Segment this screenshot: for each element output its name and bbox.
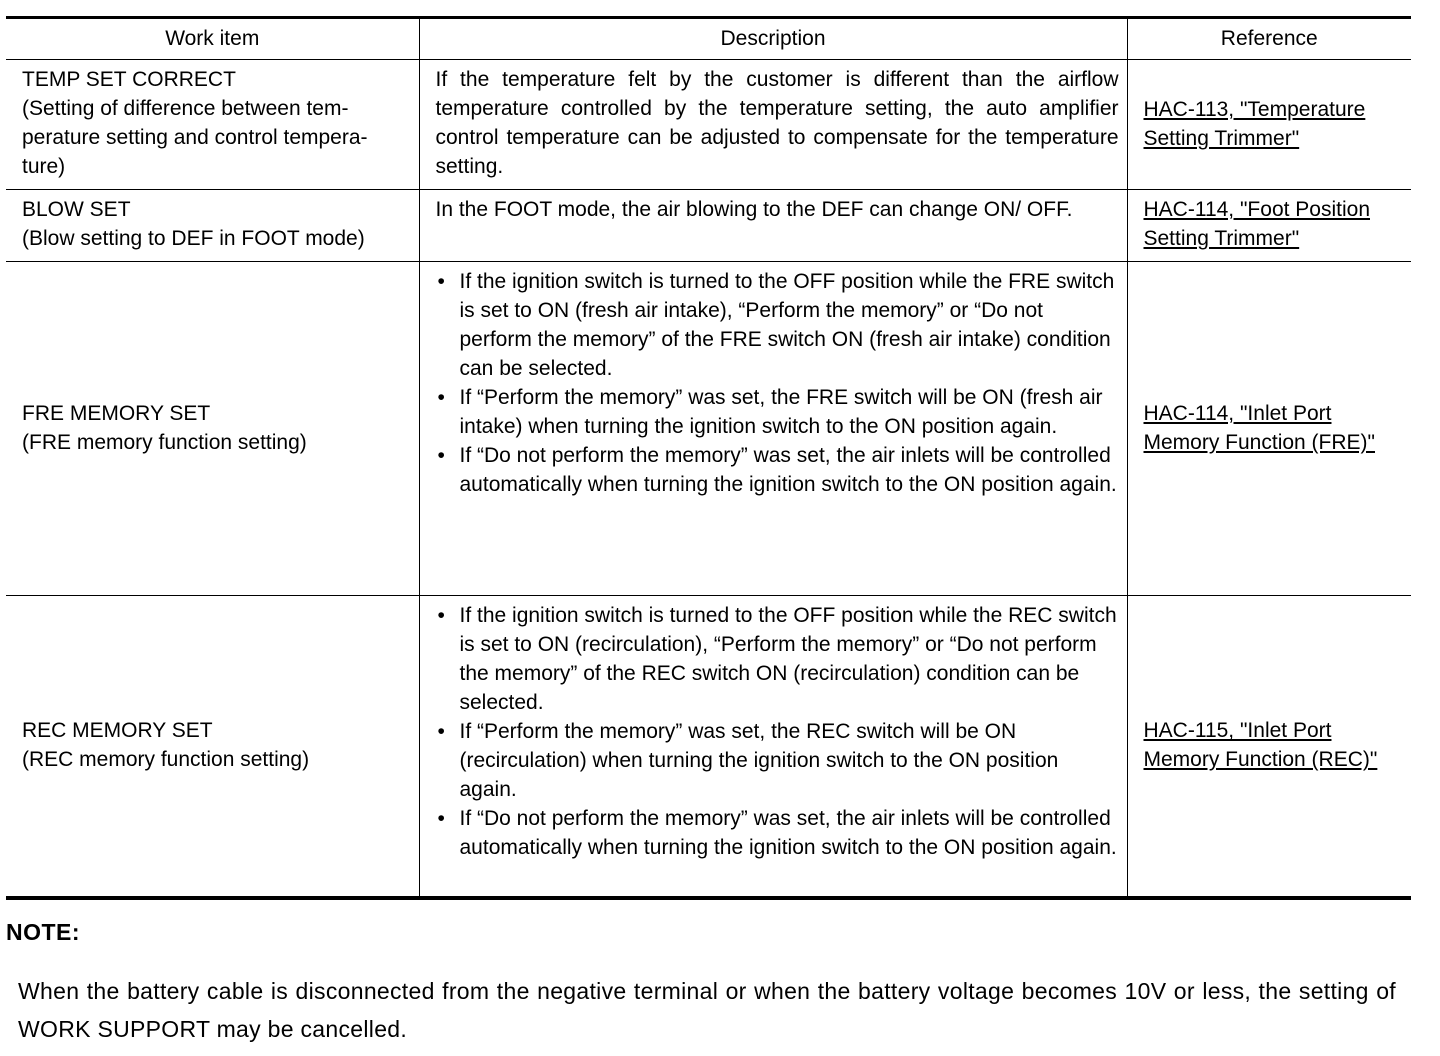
description-bullet: • If “Perform the memory” was set, the FRE switch will be ON (fresh air intake) when turning the ignition switch to the ON position again. bbox=[436, 383, 1119, 441]
description-cell bbox=[419, 60, 1127, 190]
description-bullet: • If the ignition switch is turned to the OFF position while the REC switch is set to ON (recirculation), “Perform the memory” or “Do not perform the memory” of the REC switch ON (recirculation) condition can be selected. bbox=[436, 601, 1119, 717]
description-cell bbox=[419, 596, 1127, 898]
work-support-table bbox=[6, 16, 1411, 900]
work-item-title: BLOW SET bbox=[22, 198, 131, 221]
note-body: When the battery cable is disconnected from the negative terminal or when the battery voltage becomes 10V or less, the setting of WORK SUPPORT may be cancelled. bbox=[18, 978, 1396, 1042]
header-description: Description bbox=[419, 18, 1127, 60]
reference-link[interactable]: HAC-114, "Inlet Port Memory Function (FRE)" bbox=[1143, 402, 1375, 454]
description-cell bbox=[419, 262, 1127, 596]
work-item-detail: (REC memory function setting) bbox=[22, 748, 310, 772]
description-text: If the temperature felt by the customer is different than the airflow temperature controlled by the temperature setting, the auto amplifier control temperature can be adjusted to compensate for the temperature setting. bbox=[435, 68, 1119, 178]
table-row bbox=[6, 60, 1411, 190]
work-item-detail: (Blow setting to DEF in FOOT mode) bbox=[22, 227, 365, 250]
table-row bbox=[6, 262, 1411, 596]
header-reference: Reference bbox=[1127, 18, 1411, 60]
work-item-detail: (Setting of difference between tem- bbox=[22, 97, 349, 120]
table-header-row bbox=[6, 18, 1411, 60]
work-item-title: REC MEMORY SET bbox=[22, 719, 213, 743]
table-row bbox=[6, 190, 1411, 262]
description-bullet: • If “Do not perform the memory” was set, the air inlets will be controlled automatically when turning the ignition switch to the ON position again. bbox=[436, 804, 1119, 862]
work-support-table-wrapper bbox=[6, 16, 1411, 900]
reference-cell bbox=[1127, 262, 1411, 596]
description-bullet: • If “Do not perform the memory” was set, the air inlets will be controlled automatically when turning the ignition switch to the ON position again. bbox=[436, 441, 1119, 499]
header-work-item: Work item bbox=[6, 18, 419, 60]
reference-link[interactable]: HAC-115, "Inlet Port Memory Function (REC)" bbox=[1143, 719, 1378, 772]
reference-link[interactable]: HAC-113, "Temperature Setting Trimmer" bbox=[1143, 98, 1366, 150]
work-item-cell bbox=[6, 262, 419, 596]
reference-cell bbox=[1127, 190, 1411, 262]
work-item-detail: perature setting and control tempera- bbox=[22, 126, 368, 149]
work-item-cell bbox=[6, 60, 419, 190]
description-bullet-list bbox=[436, 601, 1119, 862]
work-item-detail: (FRE memory function setting) bbox=[22, 431, 307, 454]
reference-cell bbox=[1127, 596, 1411, 898]
note-title: NOTE: bbox=[6, 919, 81, 945]
work-item-cell bbox=[6, 596, 419, 898]
work-item-title: TEMP SET CORRECT bbox=[22, 68, 236, 91]
description-cell bbox=[419, 190, 1127, 262]
work-item-detail: ture) bbox=[22, 155, 66, 178]
reference-link[interactable]: HAC-114, "Foot Position Setting Trimmer" bbox=[1143, 198, 1370, 250]
work-item-title: FRE MEMORY SET bbox=[22, 402, 211, 425]
description-bullet-list bbox=[436, 267, 1119, 499]
description-bullet: • If the ignition switch is turned to the OFF position while the FRE switch is set to ON (fresh air intake), “Perform the memory” or “Do not perform the memory” of the FRE switch ON (fresh air intake) condition can be selected. bbox=[436, 267, 1119, 383]
work-item-cell bbox=[6, 190, 419, 262]
table-row bbox=[6, 596, 1411, 898]
description-bullet: • If “Perform the memory” was set, the REC switch will be ON (recirculation) when turning the ignition switch to the ON position again. bbox=[436, 717, 1119, 804]
description-text: In the FOOT mode, the air blowing to the DEF can change ON/ OFF. bbox=[435, 198, 1073, 221]
reference-cell bbox=[1127, 60, 1411, 190]
